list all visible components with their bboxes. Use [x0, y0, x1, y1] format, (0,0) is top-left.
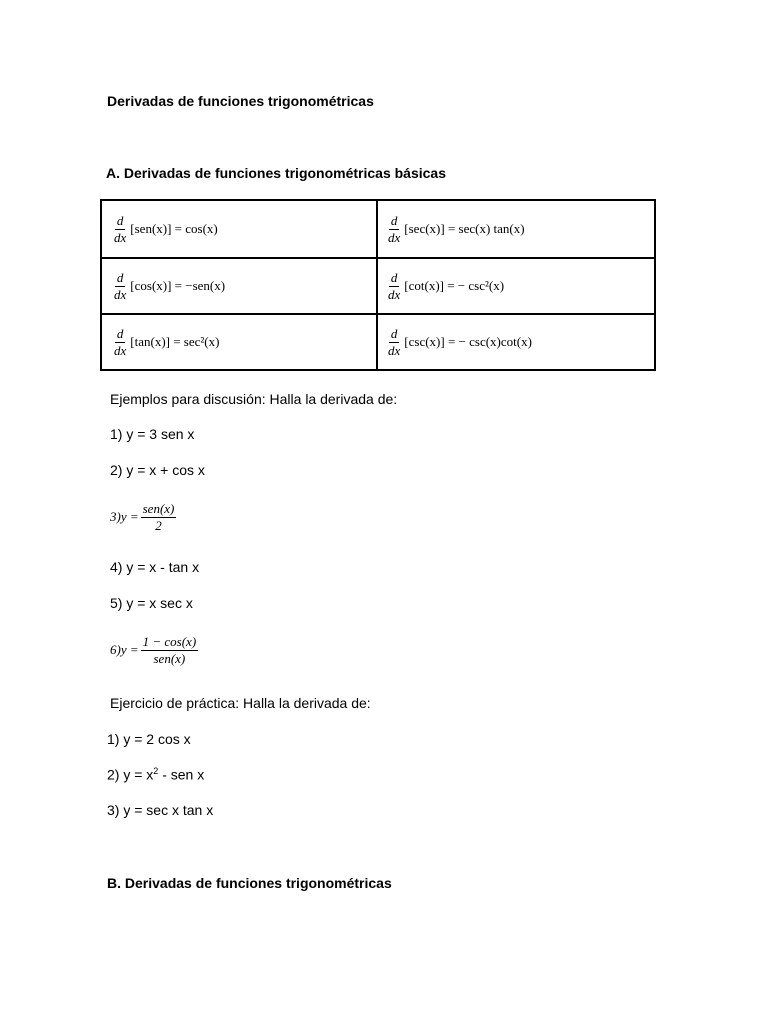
formula-text: [csc(x)] = − csc(x)cot(x): [404, 334, 532, 349]
example-6: [110, 629, 200, 671]
table-row-divider: [100, 257, 656, 259]
example-fraction: $\frac{1 - \cos(x)}{\text{sen(x)}}$: [142, 633, 197, 666]
table-cell-tan: [110, 318, 219, 366]
table-column-divider: [376, 199, 378, 371]
formula-text: [tan(x)] = sec²(x): [130, 334, 220, 349]
example-prefix: 6)y =: [110, 642, 139, 657]
example-item: 1) y = 3 sen x: [110, 426, 195, 442]
example-prefix: 3)y =: [110, 509, 139, 524]
derivative-operator: $\frac{d}{dx}$: [388, 269, 401, 302]
formula-text: [cot(x)] = − csc²(x): [404, 278, 505, 293]
practice-item: 2) $y = x^2$ - sen x: [107, 766, 205, 783]
section-b-heading: B. Derivadas de funciones trigonométricas: [107, 875, 392, 891]
derivative-operator: $\frac{d}{dx}$: [114, 212, 127, 245]
table-row-divider: [100, 313, 656, 315]
derivative-operator: $\frac{d}{dx}$: [388, 212, 401, 245]
example-item: 5) y = x sec x: [110, 595, 193, 611]
formula-text: [sen(x)] = cos(x): [130, 221, 218, 236]
table-cell-sec: [384, 205, 525, 253]
example-3: [110, 497, 178, 537]
example-fraction: $\frac{\text{sen(x)}}{2}$: [142, 500, 175, 533]
derivative-operator: $\frac{d}{dx}$: [114, 325, 127, 358]
practice-item: 3) y = sec x tan x: [107, 802, 214, 818]
practice-item: 1) y = 2 cos x: [107, 731, 191, 747]
example-item: 2) y = x + cos x: [110, 462, 205, 478]
table-cell-csc: [384, 318, 532, 366]
page-title: Derivadas de funciones trigonométricas: [107, 93, 374, 109]
section-a-heading: A. Derivadas de funciones trigonométricas básicas: [106, 165, 447, 181]
example-item: 4) y = x - tan x: [110, 559, 200, 575]
derivative-operator: $\frac{d}{dx}$: [114, 269, 127, 302]
table-cell-cos: [110, 262, 225, 310]
examples-intro: Ejemplos para discusión: Halla la derivada de:: [110, 391, 398, 407]
formula-text: [cos(x)] = −sen(x): [130, 278, 226, 293]
practice-intro: Ejercicio de práctica: Halla la derivada de:: [110, 695, 371, 711]
table-cell-sen: [110, 205, 218, 253]
derivative-operator: $\frac{d}{dx}$: [388, 325, 401, 358]
formula-text: [sec(x)] = sec(x) tan(x): [404, 221, 525, 236]
table-cell-cot: [384, 262, 504, 310]
